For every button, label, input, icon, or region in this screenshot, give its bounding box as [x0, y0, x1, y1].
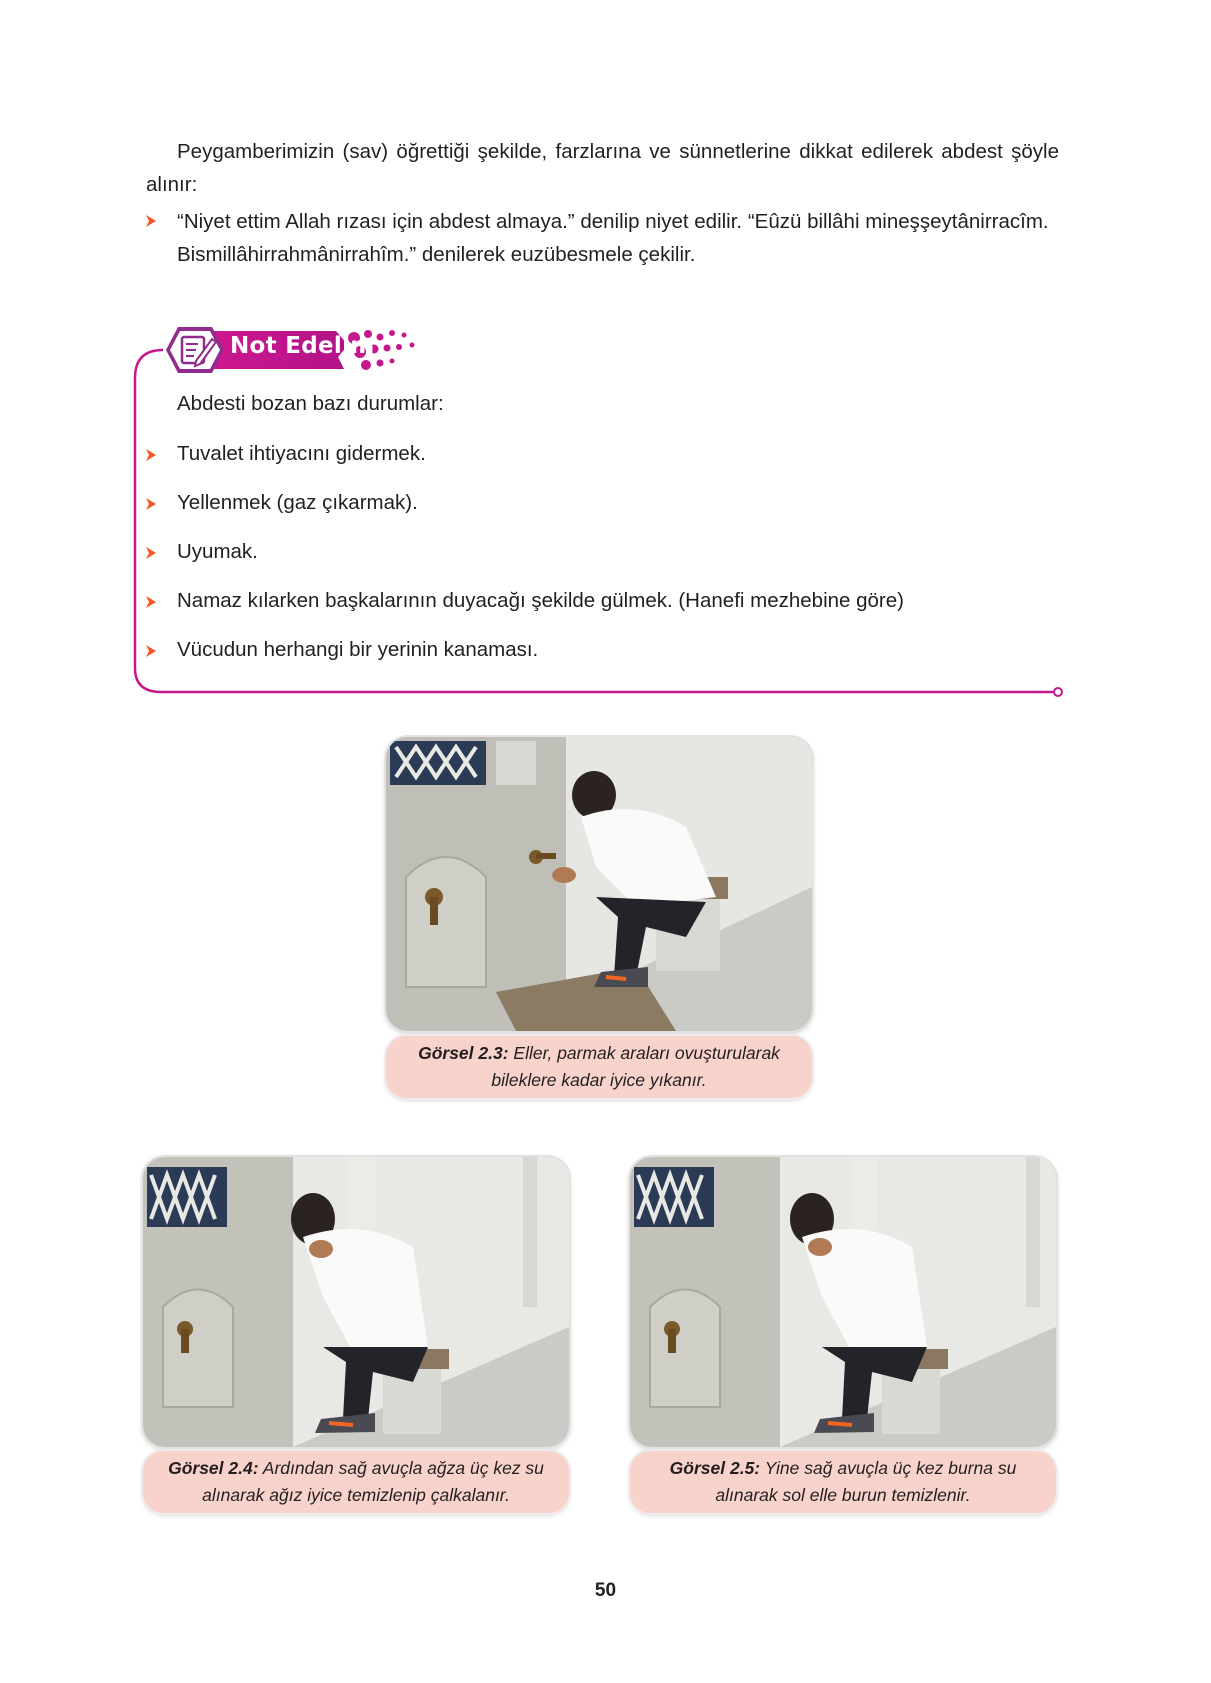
intro-paragraph: Peygamberimizin (sav) öğrettiği şekilde, farzlarına ve sünnetlerine dikkat edilerek abdest şöyle alınır:: [146, 140, 1059, 196]
orange-arrow-icon: [146, 449, 156, 461]
caption-gorsel-2-4: Görsel 2.4: Ardından sağ avuçla ağza üç kez su alınarak ağız iyice temizlenip çalkalanır.: [143, 1451, 569, 1513]
step-line-2: Bismillâhirrahmânirrahîm.” denilerek euzübesmele çekilir.: [177, 243, 696, 266]
orange-arrow-icon: [146, 596, 156, 608]
note-intro: Abdesti bozan bazı durumlar:: [177, 392, 444, 415]
caption-gorsel-2-5: Görsel 2.5: Yine sağ avuçla üç kez burna su alınarak sol elle burun temizlenir.: [630, 1451, 1056, 1513]
note-list-item: Namaz kılarken başkalarının duyacağı şekilde gülmek. (Hanefi mezhebine göre): [146, 588, 904, 614]
orange-arrow-icon: [146, 215, 156, 227]
note-list-item: Yellenmek (gaz çıkarmak).: [146, 490, 418, 516]
orange-arrow-icon: [146, 498, 156, 510]
step-list-item: [146, 205, 1066, 271]
note-title: Not Edelim: [230, 333, 375, 359]
photo-gorsel-2-4: [143, 1157, 569, 1447]
page-number: 50: [594, 1580, 617, 1601]
orange-arrow-icon: [146, 645, 156, 657]
photo-gorsel-2-3: [386, 737, 812, 1031]
photo-gorsel-2-5: [630, 1157, 1056, 1447]
orange-arrow-icon: [146, 547, 156, 559]
step-line-1: “Niyet ettim Allah rızası için abdest almaya.” denilip niyet edilir. “Eûzü billâhi mineşşeytânirracîm.: [177, 210, 1049, 233]
note-list-item: Tuvalet ihtiyacını gidermek.: [146, 441, 426, 467]
note-list-item: Vücudun herhangi bir yerinin kanaması.: [146, 637, 538, 663]
caption-gorsel-2-3: Görsel 2.3: Eller, parmak araları ovuşturularak bileklere kadar iyice yıkanır.: [386, 1036, 812, 1098]
note-list-item: Uyumak.: [146, 539, 258, 565]
